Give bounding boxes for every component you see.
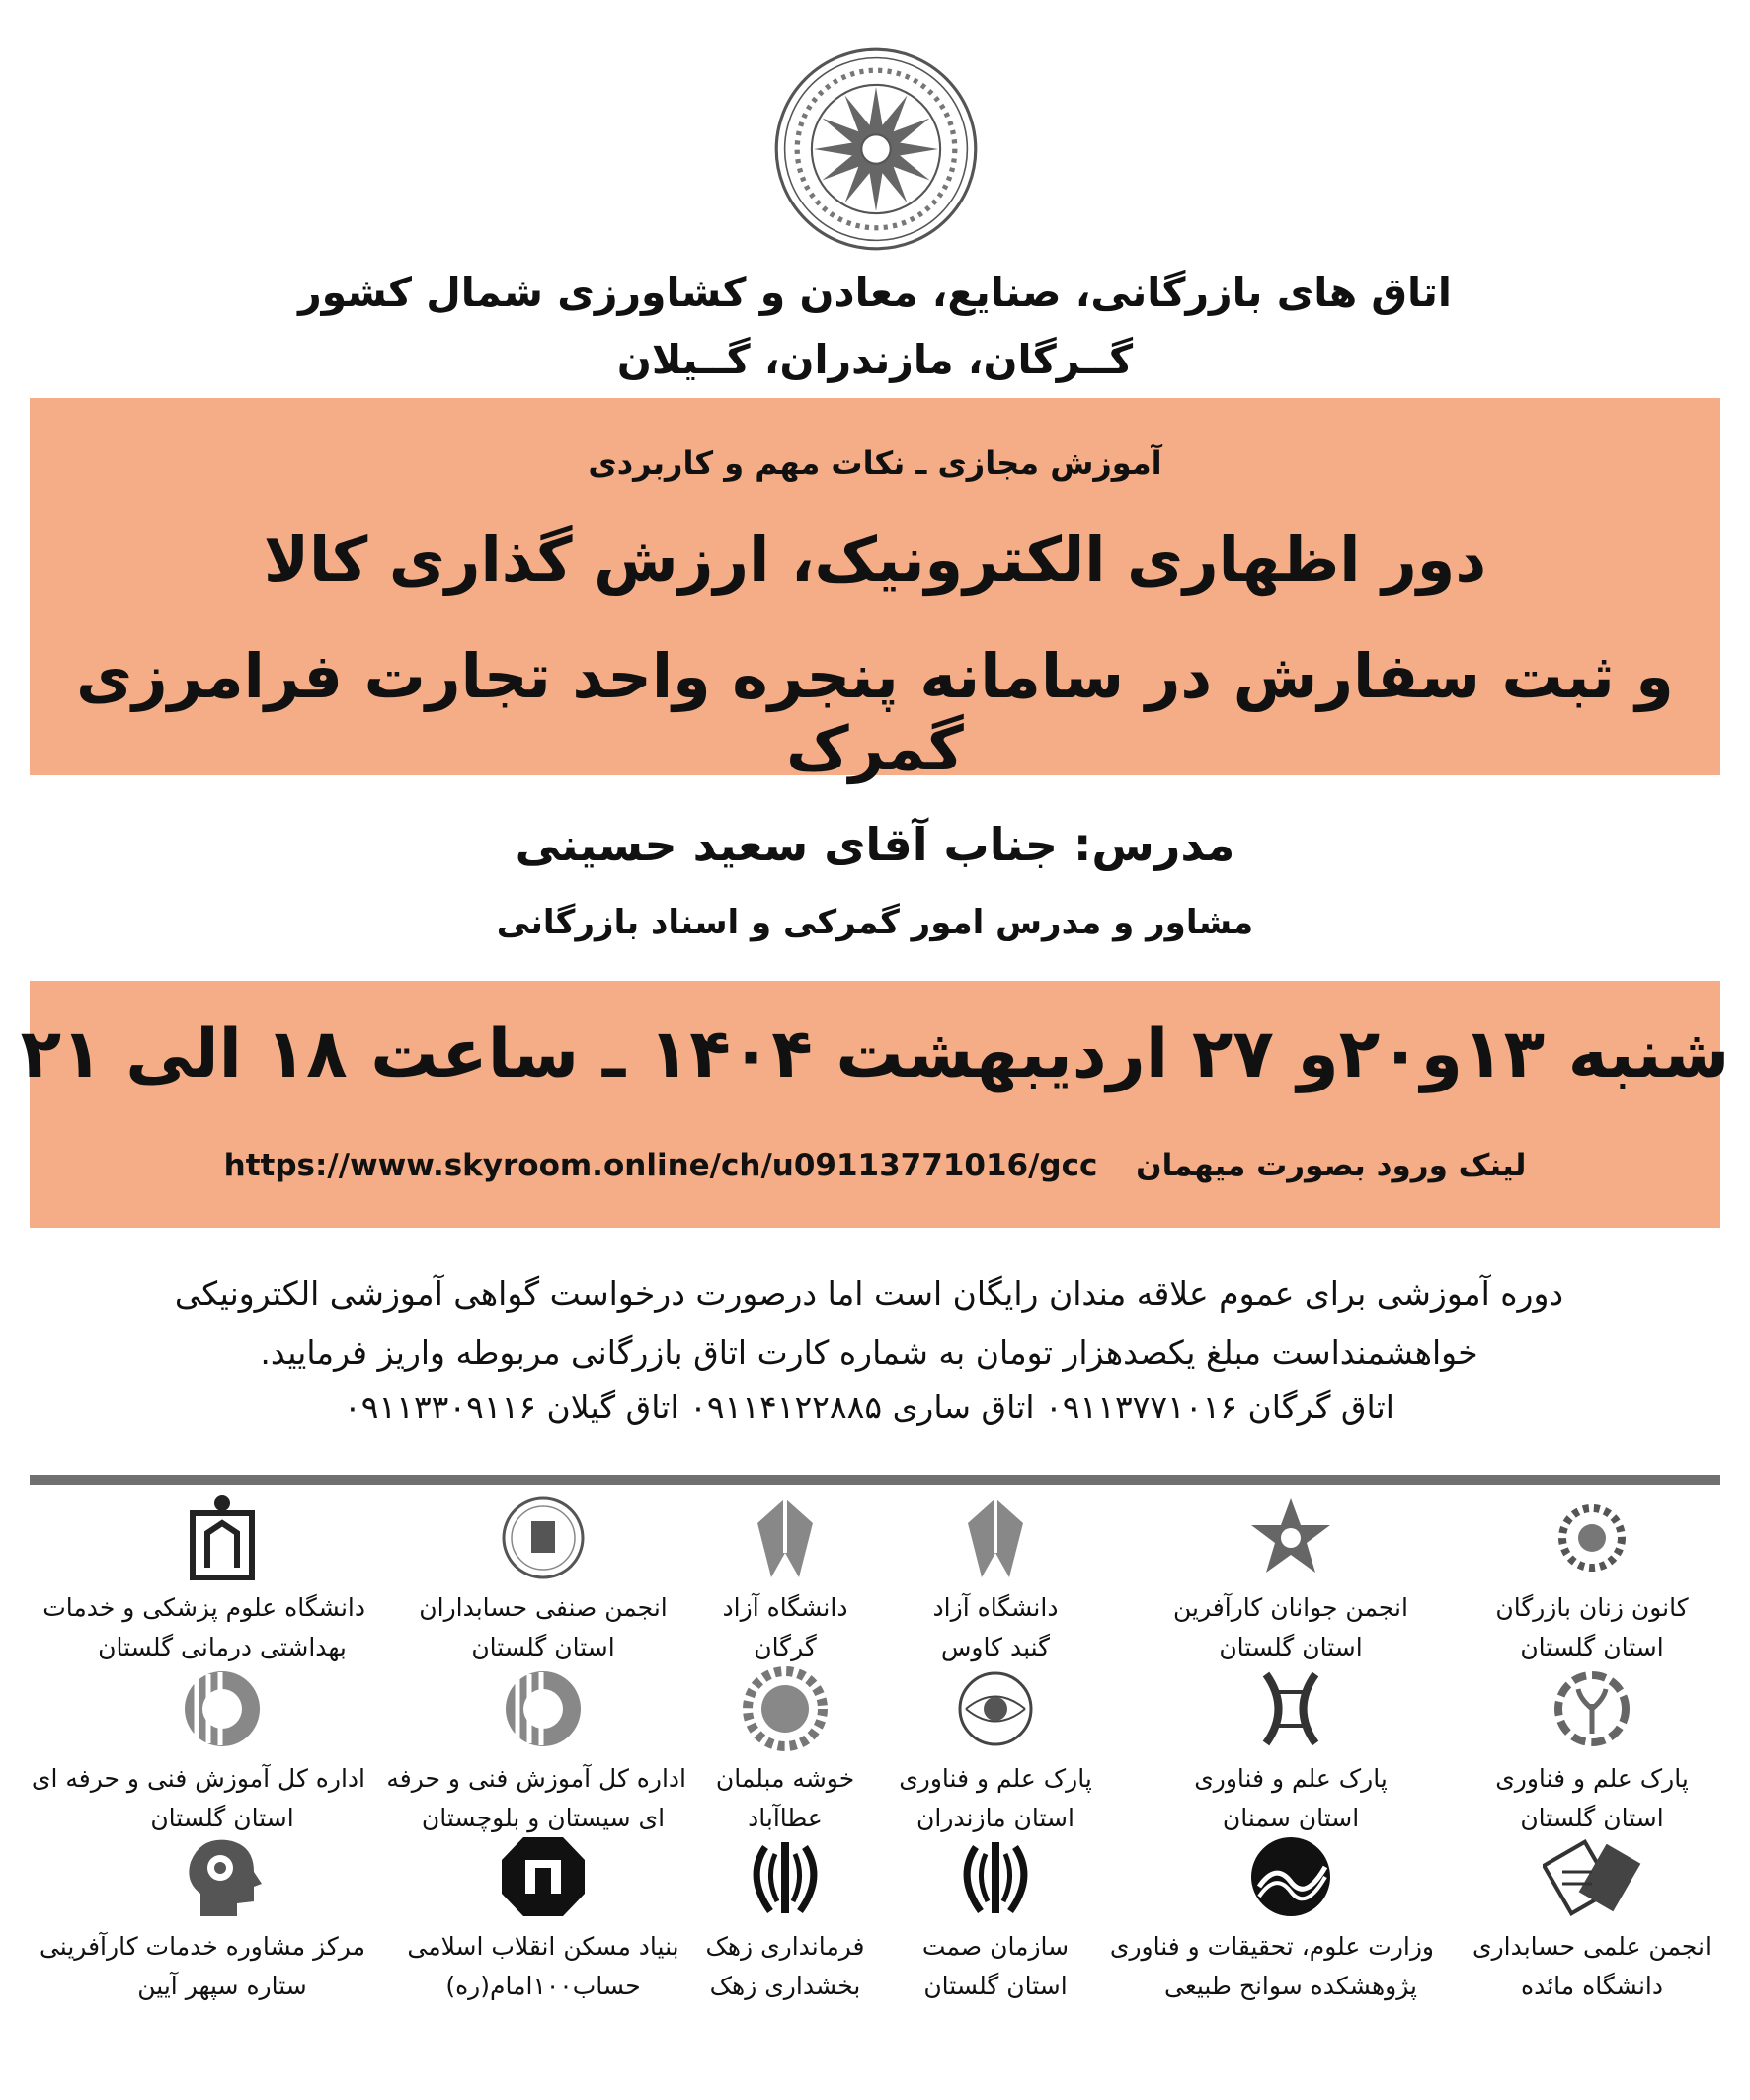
sponsor-name: پارک علم و فناوری [899, 1764, 1092, 1793]
globe-emblem-icon [946, 1664, 1045, 1753]
sponsor-name: اداره کل آموزش فنی و حرفه ای [31, 1764, 365, 1793]
sponsor-location: استان گلستان [1520, 1633, 1664, 1661]
star-emblem-icon [1241, 1494, 1340, 1582]
azad-university-icon [736, 1494, 835, 1582]
sponsor-item [39, 1832, 365, 2006]
iran-emblem-icon [736, 1832, 835, 1921]
sponsor-location: بهداشتی درمانی گلستان [98, 1633, 347, 1661]
technical-vocational-icon [173, 1664, 272, 1753]
sponsor-location: ستاره سپهر آیین [137, 1972, 307, 2000]
sponsor-location: گرگان [754, 1633, 817, 1661]
sponsor-location: بخشداری زهک [709, 1972, 861, 2000]
sponsor-item [1449, 1832, 1735, 2006]
section-divider [30, 1475, 1720, 1485]
sponsor-name: دانشگاه علوم پزشکی و خدمات [42, 1593, 365, 1622]
sponsor-name: پارک علم و فناوری [1495, 1764, 1689, 1793]
sponsor-name: مرکز مشاوره خدمات کارآفرینی [39, 1932, 365, 1961]
chamber-of-commerce-logo-icon [772, 45, 980, 253]
sponsor-name: انجمن جوانان کارآفرین [1173, 1593, 1408, 1622]
sponsor-item [1148, 1664, 1434, 1838]
sponsor-location: استان گلستان [1219, 1633, 1363, 1661]
sponsor-item [1449, 1494, 1735, 1667]
sponsor-name: دانشگاه آزاد [932, 1593, 1059, 1622]
flower-gear-icon [1543, 1494, 1641, 1582]
guest-link-url[interactable]: https://www.skyroom.online/ch/u09113771016/gcc [223, 1148, 1098, 1183]
sponsor-name: اداره کل آموزش فنی و حرفه [386, 1764, 686, 1793]
instructor-role: مشاور و مدرس امور گمرکی و اسناد بازرگانی [496, 903, 1254, 942]
schedule-text: شنبه ۱۳و۲۰و ۲۷ اردیبهشت ۱۴۰۴ ـ ساعت ۱۸ الی ۲۱ [20, 1015, 1730, 1093]
sponsor-name: انجمن صنفی حسابداران [419, 1593, 668, 1622]
sponsor-location: عطاآباد [748, 1804, 823, 1832]
sponsor-location: استان مازندران [916, 1804, 1074, 1832]
organization-title: اتاق های بازرگانی، صنایع، معادن و کشاورزی شمال کشور [298, 269, 1452, 316]
sponsor-name: بنیاد مسکن انقلاب اسلامی [407, 1932, 679, 1961]
accountants-seal-icon [494, 1494, 593, 1582]
course-title-line1: دور اظهاری الکترونیک، ارزش گذاری کالا [263, 524, 1487, 596]
gear-sprout-icon [1543, 1664, 1641, 1753]
sponsor-location: گنبد کاوس [940, 1633, 1051, 1661]
sponsor-location: استان گلستان [471, 1633, 615, 1661]
course-subtitle: آموزش مجازی ـ نکات مهم و کاربردی [588, 444, 1162, 482]
sponsor-location: استان گلستان [150, 1804, 294, 1832]
research-institute-icon [1241, 1832, 1340, 1921]
dna-figure-icon [1241, 1664, 1340, 1753]
sponsor-name: دانشگاه آزاد [722, 1593, 848, 1622]
sponsor-name: کانون زنان بازرگان [1495, 1593, 1689, 1622]
housing-foundation-icon [494, 1832, 593, 1921]
sponsor-item [1449, 1664, 1735, 1838]
sponsor-name: خوشه مبلمان [715, 1764, 855, 1793]
sponsor-name: وزارت علوم، تحقیقات و فناوری [1109, 1932, 1434, 1961]
sponsor-location: ای سیستان و بلوچستان [421, 1804, 666, 1832]
sponsor-item [1148, 1494, 1434, 1667]
sponsor-name: سازمان صمت [921, 1932, 1070, 1961]
sponsor-location: دانشگاه مائده [1521, 1972, 1663, 2000]
sponsor-name: فرمانداری زهک [705, 1932, 865, 1961]
instructor-name: مدرس: جناب آقای سعید حسینی [515, 818, 1235, 871]
guest-link-label: لینک ورود بصورت میهمان [1136, 1148, 1527, 1183]
course-title-line2: و ثبت سفارش در سامانه پنجره واحد تجارت فرامرزی گمرک [76, 640, 1674, 784]
calculator-icon [1543, 1832, 1641, 1921]
technical-vocational-icon [494, 1664, 593, 1753]
info-phone-numbers: اتاق گرگان ۰۹۱۱۳۷۷۱۰۱۶ اتاق ساری ۰۹۱۱۴۱۲۲۸۸۵ اتاق گیلان ۰۹۱۱۳۳۰۹۱۱۶ [344, 1388, 1394, 1426]
sponsor-item [386, 1664, 686, 1838]
organization-provinces: گــرگان، مازندران، گــیلان [616, 336, 1134, 383]
sponsor-location: حساب۱۰۰امام(ره) [445, 1972, 641, 2000]
sponsor-location: پژوهشکده سوانح طبیعی [1163, 1972, 1418, 2000]
sponsor-item [31, 1664, 365, 1838]
sponsor-location: استان گلستان [1520, 1804, 1664, 1832]
sponsor-item [400, 1494, 686, 1667]
sponsor-location: استان گلستان [923, 1972, 1068, 2000]
sponsor-item [42, 1494, 365, 1667]
azad-university-icon [946, 1494, 1045, 1582]
sponsor-location: استان سمنان [1222, 1804, 1360, 1832]
sponsor-item [1109, 1832, 1434, 2006]
head-gears-icon [173, 1832, 272, 1921]
iran-emblem-icon [946, 1832, 1045, 1921]
info-line-2: خواهشمنداست مبلغ یکصدهزار تومان به شماره کارت اتاق بازرگانی مربوطه واریز فرمایید. [260, 1333, 1478, 1372]
gear-badge-icon [736, 1664, 835, 1753]
sponsor-name: انجمن علمی حسابداری [1472, 1932, 1711, 1961]
sponsor-item [400, 1832, 686, 2006]
sponsor-name: پارک علم و فناوری [1194, 1764, 1388, 1793]
medical-university-icon [173, 1494, 272, 1582]
info-line-1: دوره آموزشی برای عموم علاقه مندان رایگان است اما درصورت درخواست گواهی آموزشی الکترونیکی [174, 1274, 1564, 1313]
guest-link-row [0, 1148, 1750, 1183]
